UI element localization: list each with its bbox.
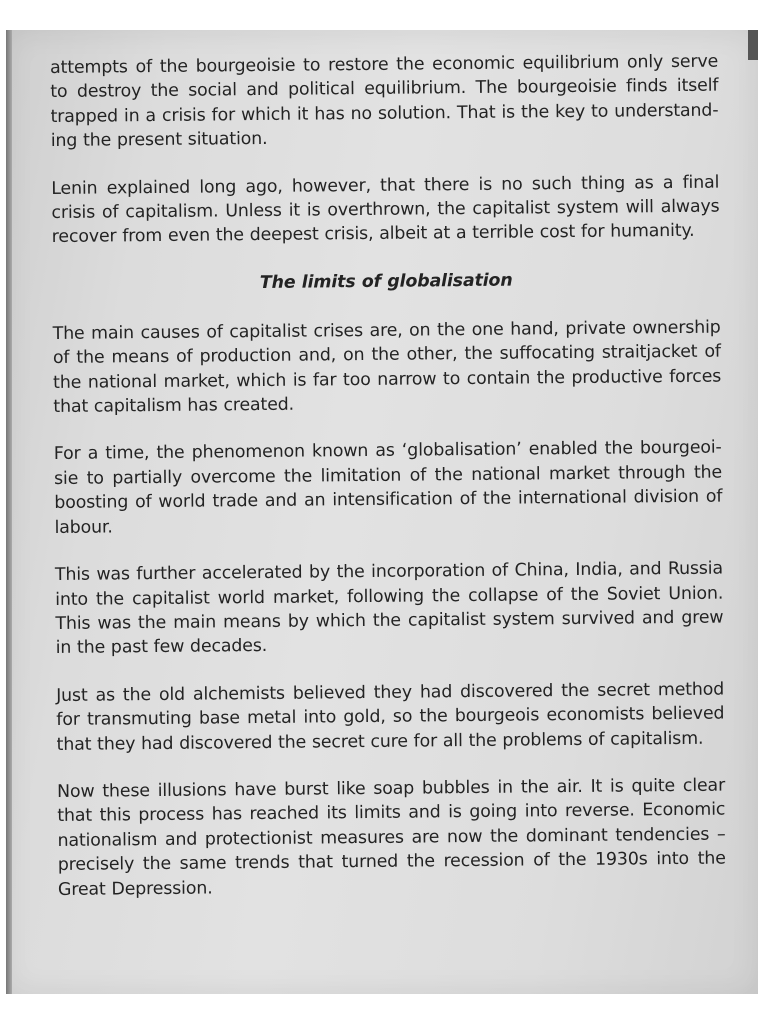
book-page bbox=[6, 30, 758, 994]
page-text bbox=[50, 50, 726, 925]
paragraph: For a time, the phenomenon known as ‘globalisation’ enabled the bourgeoisie to partially overcome the limitation of the national market through the boosting of world trade and an intensification of the international division of labour. bbox=[53, 438, 723, 538]
section-heading: The limits of globalisation bbox=[259, 270, 513, 293]
paragraph: The main causes of capitalist crises are, on the one hand, private ownership of the means of production and, on the other, the suffocating straitjacket of the national market, which is far too narrow to contain the productive forces that capitalism has created. bbox=[52, 317, 722, 418]
paragraph: Now these illusions have burst like soap bubbles in the air. It is quite clear that this process has reached its limits and is going into reverse. Economic nationalism and protectionist measures are now the dominant tendencies – precisely the same trends that turned the recession of the 1930s into the Great Depression. bbox=[56, 775, 726, 900]
paragraph: Just as the old alchemists believed they had discovered the secret method for transmuting base metal into gold, so the bourgeois economists believed that they had discovered the secret cure for all the problems of capitalism. bbox=[56, 679, 725, 755]
paragraph: This was further accelerated by the incorporation of China, India, and Russia into the capitalist world market, following the collapse of the Soviet Union. This was the main means by which the capitalist system survived and grew in the past few decades. bbox=[54, 558, 724, 659]
paragraph: Lenin explained long ago, however, that there is no such thing as a final crisis of capitalism. Unless it is overthrown, the capitalist system will always recover from even the deepest crisis, albeit at a terrible cost for humanity. bbox=[51, 172, 720, 248]
paragraph: attempts of the bourgeoisie to restore the economic equilibrium only serve to destroy the social and political equilibrium. The bourgeoisie finds itself trapped in a crisis for which it has no solution. That is the key to understanding the present situation. bbox=[50, 51, 719, 152]
